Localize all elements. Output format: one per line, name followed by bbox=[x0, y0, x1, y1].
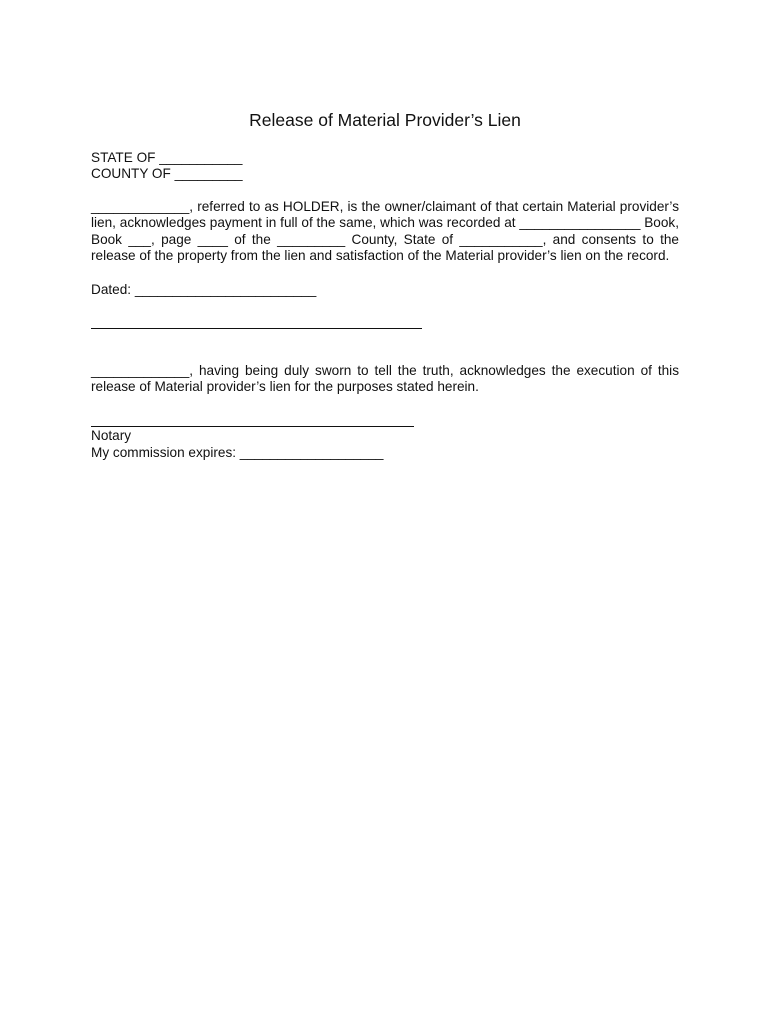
document-title: Release of Material Provider’s Lien bbox=[249, 110, 521, 130]
acknowledgment-paragraph bbox=[91, 363, 679, 396]
county-line: COUNTY OF _________ bbox=[91, 166, 243, 181]
release-paragraph-line: lien, acknowledges payment in full of the same, which was recorded at ________________ Book, bbox=[91, 215, 679, 231]
state-line: STATE OF ___________ bbox=[91, 150, 243, 165]
commission-expires-line: My commission expires: ___________________ bbox=[91, 445, 384, 460]
acknowledgment-paragraph-line: _____________, having being duly sworn to tell the truth, acknowledges the execution of this bbox=[91, 363, 679, 378]
acknowledgment-paragraph-line: release of Material provider’s lien for the purposes stated herein. bbox=[91, 379, 479, 395]
holder-signature-line bbox=[91, 328, 422, 329]
release-paragraph bbox=[91, 199, 679, 264]
release-paragraph-line: release of the property from the lien and satisfaction of the Material provider’s lien on the record. bbox=[91, 247, 670, 263]
notary-signature-line bbox=[91, 426, 414, 427]
release-paragraph-line: _____________, referred to as HOLDER, is the owner/claimant of that certain Material provider’s bbox=[91, 199, 679, 214]
notary-label: Notary bbox=[91, 428, 132, 443]
dated-line: Dated: ________________________ bbox=[91, 282, 317, 297]
release-paragraph-line: Book ___, page ____ of the _________ County, State of ___________, and consents to the bbox=[91, 231, 679, 247]
